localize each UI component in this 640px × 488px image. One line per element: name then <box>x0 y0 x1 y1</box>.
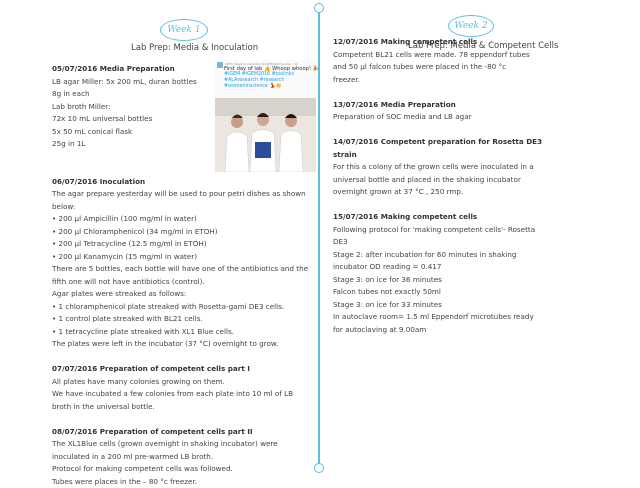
entry-line: for autoclaving at 9.00am <box>333 324 623 337</box>
week-1-badge: Week 1 <box>160 19 208 41</box>
entry-line: Lab broth Miller: <box>52 101 302 114</box>
entry-title: 15/07/2016 Making competent cells <box>333 211 623 224</box>
entry-line: universal bottle and placed in the shaking incubator <box>333 174 623 187</box>
entry-line: There are 5 bottles, each bottle will have one of the antibiotics and the <box>52 263 302 276</box>
entry-line: All plates have many colonies growing on them. <box>52 376 302 389</box>
entry-line: • 200 µl Tetracycline (12.5 mg/ml in ETOH) <box>52 238 302 251</box>
entry-line: and 50 µl falcon tubes were placed in the -80 °c <box>333 61 623 74</box>
entry-line: incubator OD reading = 0.417 <box>333 261 623 274</box>
timeline-node-top <box>314 3 324 13</box>
entry-line: DE3 <box>333 236 623 249</box>
entry-line: fifth one will not have antibiotics (control). <box>52 276 302 289</box>
entry-title: 05/07/2016 Media Preparation <box>52 63 302 76</box>
entry-line: The plates were left in the incubator (37 °C) overnight to grow. <box>52 338 302 351</box>
entry-line: Stage 2: after incubation for 60 minutes in shaking <box>333 249 623 262</box>
entry-line: broth in the universal bottle. <box>52 401 302 414</box>
entry-line: Competent BL21 cells were made. 78 eppendorf tubes <box>333 49 623 62</box>
entry-line: • 200 µl Chloramphenicol (34 mg/ml in ETOH) <box>52 226 302 239</box>
entry-line: Agar plates were streaked as follows: <box>52 288 302 301</box>
entry-line: Preparation of SOC media and LB agar <box>333 111 623 124</box>
entry-line: • 200 µl Kanamycin (15 mg/ml in water) <box>52 251 302 264</box>
entry-line: The XL1Blue cells (grown overnight in shaking incubator) were <box>52 438 302 451</box>
right-heading: Lab Prep: Media & Competent Cells <box>408 41 558 51</box>
entry-line: The agar prepare yesterday will be used to pour petri dishes as shown <box>52 188 302 201</box>
entry-title: 08/07/2016 Preparation of competent cells part II <box>52 426 302 439</box>
entry-line: For this a colony of the grown cells were inoculated in a <box>333 161 623 174</box>
week-2-badge: Week 2 <box>448 15 494 37</box>
entry-title: 13/07/2016 Media Preparation <box>333 99 623 112</box>
entry-title: 06/07/2016 Inoculation <box>52 176 302 189</box>
timeline-node-bottom <box>314 463 324 473</box>
entry-title: 07/07/2016 Preparation of competent cells part I <box>52 363 302 376</box>
entry-line: below: <box>52 201 302 214</box>
tweet-tag-line[interactable]: #womeninscience 💃👏 <box>224 84 294 90</box>
left-heading: Lab Prep: Media & Inoculation <box>131 43 258 53</box>
entry-line: • 1 tetracycline plate streaked with XL1 Blue cells. <box>52 326 302 339</box>
entry-line: • 1 chloramphenicol plate streaked with Rosetta-gami DE3 cells. <box>52 301 302 314</box>
entry-title: 12/07/2016 Making competent cells <box>333 36 623 49</box>
week-1-entries <box>52 63 302 488</box>
entry-line: 25g in 1L <box>52 138 302 151</box>
entry-line: Stage 3: on ice for 36 minutes <box>333 274 623 287</box>
entry-line: freezer. <box>333 74 623 87</box>
tweet-text: First day of lab 👍 Whoop whoop! 🎉 <box>224 66 319 72</box>
entry-line: Stage 3: on ice for 33 minutes <box>333 299 623 312</box>
entry-line: LB agar Miller: 5x 200 mL, duran bottles <box>52 76 302 89</box>
entry-line: • 1 control plate streaked with BL21 cells. <box>52 313 302 326</box>
week-2-entries <box>333 36 623 336</box>
entry-line: inoculated in a 200 ml pre-warmed LB broth. <box>52 451 302 464</box>
tweet-meta: iGEM_Westminster2016 @iGEMWestminster · 5h <box>225 62 298 66</box>
entry-line: We have incubated a few colonies from each plate into 10 ml of LB <box>52 388 302 401</box>
entry-line: • 200 µl Ampicillin (100 mg/ml in water) <box>52 213 302 226</box>
entry-line: Following protocol for 'making competent cells'- Rosetta <box>333 224 623 237</box>
entry-title-cont: strain <box>333 149 623 162</box>
entry-title: 14/07/2016 Competent preparation for Rosetta DE3 <box>333 136 623 149</box>
entry-line: overnight grown at 37 °C , 250 rmp. <box>333 186 623 199</box>
entry-line: 5x 50 mL conical flask <box>52 126 302 139</box>
tweet-tag-line[interactable]: #iGEM #iGEM2016 #biolinks <box>224 72 294 78</box>
tweet-tag-line[interactable]: #ALAresearch #research <box>224 78 294 84</box>
entry-line: Tubes were places in the – 80 °c freezer. <box>52 476 302 488</box>
entry-line: Falcon tubes not exactly 50ml <box>333 286 623 299</box>
entry-line: 8g in each <box>52 88 302 101</box>
timeline-line <box>318 8 320 472</box>
entry-line: In autoclave room= 1.5 ml Eppendorf microtubes ready <box>333 311 623 324</box>
entry-line: 72x 10 mL universal bottles <box>52 113 302 126</box>
entry-line: Protocol for making competent cells was followed. <box>52 463 302 476</box>
